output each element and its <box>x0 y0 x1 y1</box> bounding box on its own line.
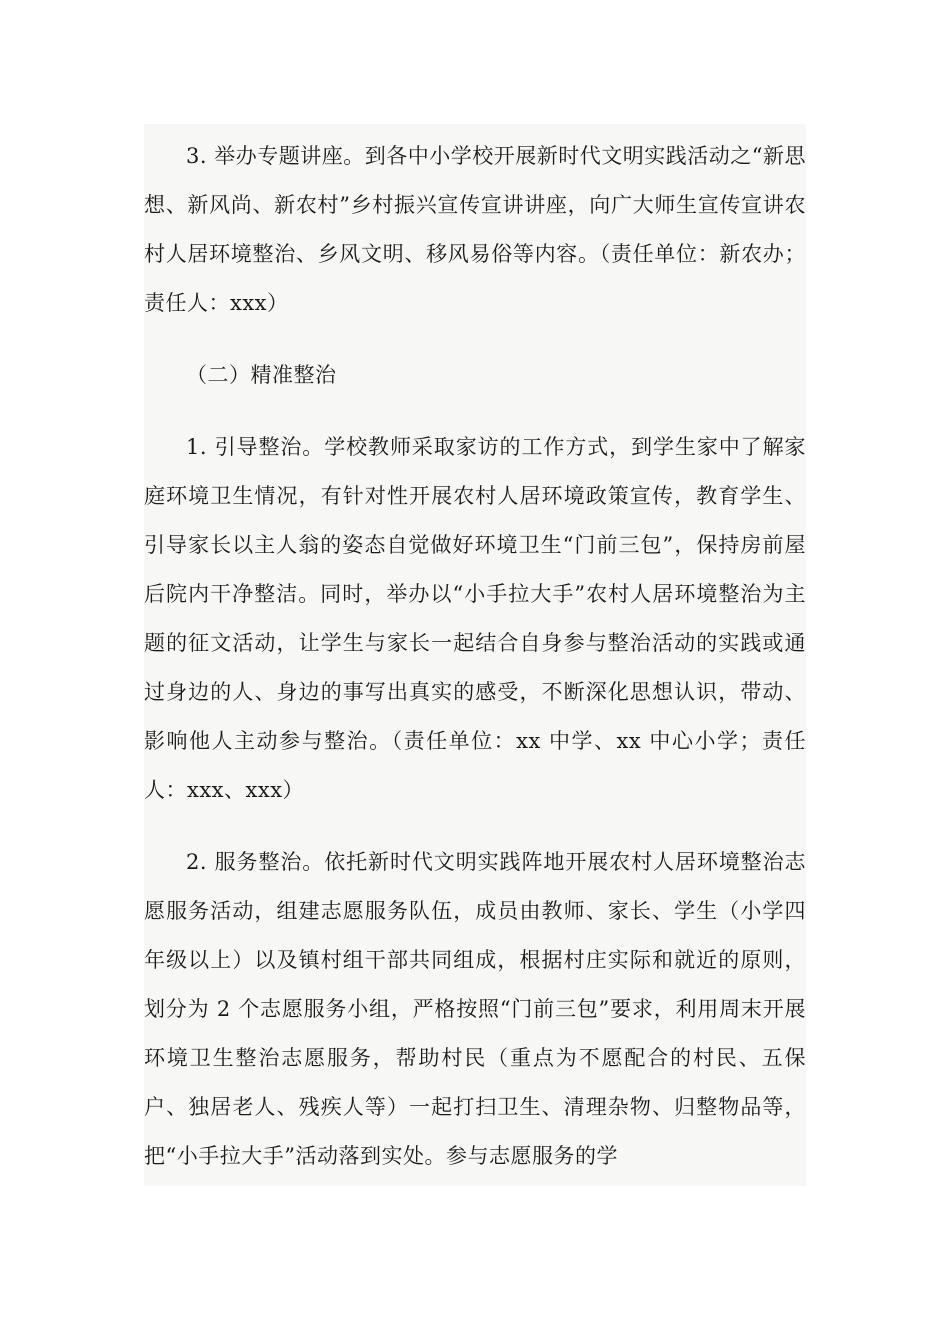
document-page <box>144 124 806 1186</box>
paragraph-lecture: 3. 举办专题讲座。到各中小学校开展新时代文明实践活动之“新思想、新风尚、新农村”乡村振兴宣传宣讲讲座，向广大师生宣传宣讲农村人居环境整治、乡风文明、移风易俗等内容。（责任单位：新农办；责任人：xxx） <box>144 144 806 315</box>
paragraph-spacer <box>144 815 806 838</box>
paragraph-guided-rectification: 1. 引导整治。学校教师采取家访的工作方式，到学生家中了解家庭环境卫生情况，有针对性开展农村人居环境政策宣传，教育学生、引导家长以主人翁的姿态自觉做好环境卫生“门前三包”，保持房前屋后院内干净整洁。同时，举办以“小手拉大手”农村人居环境整治为主题的征文活动，让学生与家长一起结合自身参与整治活动的实践或通过身边的人、身边的事写出真实的感受，不断深化思想认识，带动、影响他人主动参与整治。（责任单位：xx 中学、xx 中心小学；责任人：xxx、xxx） <box>144 435 806 802</box>
paragraph-spacer <box>144 400 806 423</box>
paragraph-spacer <box>144 328 806 351</box>
section-heading-precise-rectification: （二）精准整治 <box>186 363 337 387</box>
paragraph-service-rectification: 2. 服务整治。依托新时代文明实践阵地开展农村人居环境整治志愿服务活动，组建志愿服务队伍，成员由教师、家长、学生（小学四年级以上）以及镇村组干部共同组成，根据村庄实际和就近的原则，划分为 2 个志愿服务小组，严格按照“门前三包”要求，利用周末开展环境卫生整治志愿服务，帮助村民（重点为不愿配合的村民、五保户、独居老人、残疾人等）一起打扫卫生、清理杂物、归整物品等，把“小手拉大手”活动落到实处。参与志愿服务的学 <box>144 850 806 1168</box>
document-body <box>144 132 806 1181</box>
